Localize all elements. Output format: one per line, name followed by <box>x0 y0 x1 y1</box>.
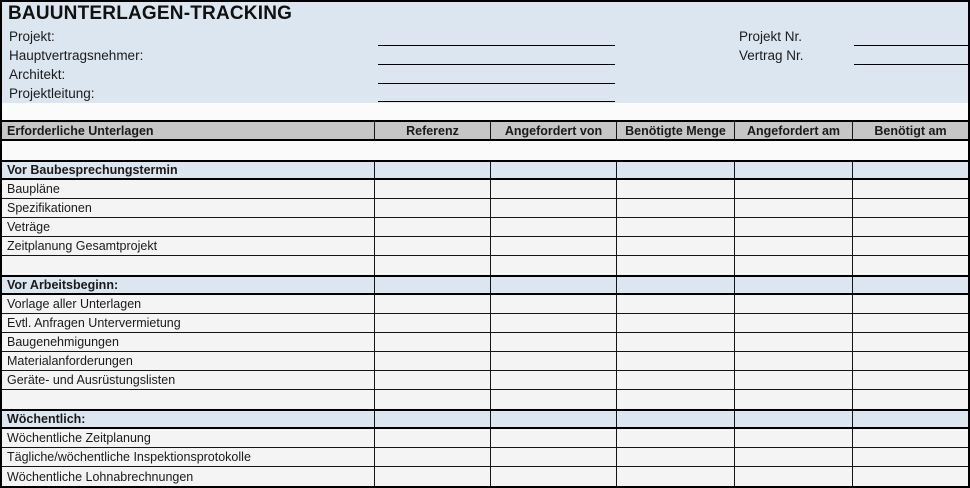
row-label: Spezifikationen <box>2 199 375 217</box>
cell[interactable] <box>853 256 968 275</box>
column-header-benoetigt-am: Benötigt am <box>874 123 947 138</box>
cell[interactable] <box>853 162 968 178</box>
cell[interactable] <box>735 141 853 160</box>
table-row <box>2 371 968 390</box>
table-row <box>2 199 968 218</box>
cell[interactable] <box>375 448 491 466</box>
cell[interactable] <box>375 141 491 160</box>
cell[interactable] <box>735 277 853 293</box>
table-row <box>2 352 968 371</box>
cell[interactable] <box>491 199 617 217</box>
cell[interactable] <box>375 371 491 389</box>
row-label: Tägliche/wöchentliche Inspektionsprotokolle <box>2 448 375 466</box>
cell[interactable] <box>617 180 735 198</box>
cell[interactable] <box>617 467 735 486</box>
row-label: Wöchentliche Zeitplanung <box>2 429 375 447</box>
projektleitung-input[interactable] <box>378 85 615 102</box>
column-header-angefordert-am: Angefordert am <box>735 122 853 139</box>
cell[interactable] <box>853 314 968 332</box>
cell[interactable] <box>735 314 853 332</box>
row-label <box>2 256 375 275</box>
cell[interactable] <box>375 277 491 293</box>
cell[interactable] <box>853 333 968 351</box>
row-label <box>2 390 375 409</box>
cell[interactable] <box>617 390 735 409</box>
cell[interactable] <box>491 467 617 486</box>
row-label: Veträge <box>2 218 375 236</box>
cell[interactable] <box>617 141 735 160</box>
tracking-table <box>2 120 968 486</box>
architekt-input[interactable] <box>378 67 615 84</box>
section-title: Vor Arbeitsbeginn: <box>2 277 375 293</box>
row-label: Geräte- und Ausrüstungslisten <box>2 371 375 389</box>
cell[interactable] <box>491 218 617 236</box>
section-title: Wöchentlich: <box>2 411 375 427</box>
cell[interactable] <box>375 314 491 332</box>
cell[interactable] <box>375 295 491 313</box>
projekt-label: Projekt: <box>9 29 55 44</box>
cell[interactable] <box>617 199 735 217</box>
cell[interactable] <box>853 448 968 466</box>
cell[interactable] <box>491 237 617 255</box>
vertrag-nr-input[interactable] <box>854 48 970 65</box>
cell[interactable] <box>375 199 491 217</box>
cell[interactable] <box>853 352 968 370</box>
cell[interactable] <box>735 180 853 198</box>
cell[interactable] <box>491 256 617 275</box>
cell[interactable] <box>735 429 853 447</box>
table-row <box>2 429 968 448</box>
cell[interactable] <box>375 429 491 447</box>
cell[interactable] <box>735 256 853 275</box>
cell[interactable] <box>735 352 853 370</box>
cell[interactable] <box>375 256 491 275</box>
cell[interactable] <box>491 314 617 332</box>
cell[interactable] <box>735 411 853 427</box>
table-row <box>2 237 968 256</box>
cell[interactable] <box>853 467 968 486</box>
hauptvertragsnehmer-label: Hauptvertragsnehmer: <box>9 48 144 63</box>
cell[interactable] <box>617 352 735 370</box>
cell[interactable] <box>735 162 853 178</box>
cell[interactable] <box>375 162 491 178</box>
cell[interactable] <box>735 390 853 409</box>
cell[interactable] <box>491 295 617 313</box>
architekt-label: Architekt: <box>9 67 66 82</box>
projekt-nr-label: Projekt Nr. <box>739 29 803 44</box>
cell[interactable] <box>491 162 617 178</box>
cell[interactable] <box>735 333 853 351</box>
cell[interactable] <box>853 180 968 198</box>
cell[interactable] <box>375 333 491 351</box>
cell[interactable] <box>375 218 491 236</box>
column-header-angefordert-von: Angefordert von <box>491 122 617 139</box>
row-label: Vorlage aller Unterlagen <box>2 295 375 313</box>
cell[interactable] <box>853 237 968 255</box>
cell[interactable] <box>617 371 735 389</box>
hauptvertragsnehmer-input[interactable] <box>378 48 615 65</box>
column-header-benoetigte-menge: Benötigte Menge <box>617 122 735 139</box>
row-label: Zeitplanung Gesamtprojekt <box>2 237 375 255</box>
cell[interactable] <box>491 180 617 198</box>
table-row <box>2 218 968 237</box>
cell[interactable] <box>617 162 735 178</box>
cell[interactable] <box>617 295 735 313</box>
table-row <box>2 314 968 333</box>
projekt-nr-input[interactable] <box>854 29 970 46</box>
cell[interactable] <box>853 199 968 217</box>
column-header-referenz: Referenz <box>375 122 491 139</box>
cell[interactable] <box>853 411 968 427</box>
cell[interactable] <box>491 411 617 427</box>
row-label: Baupläne <box>2 180 375 198</box>
row-label: Baugenehmigungen <box>2 333 375 351</box>
spacer-band <box>2 103 968 120</box>
cell[interactable] <box>735 467 853 486</box>
row-label <box>2 141 375 160</box>
cell[interactable] <box>491 277 617 293</box>
cell[interactable] <box>735 448 853 466</box>
page-title: BAUUNTERLAGEN-TRACKING <box>8 3 293 24</box>
cell[interactable] <box>853 295 968 313</box>
table-row <box>2 448 968 467</box>
cell[interactable] <box>735 237 853 255</box>
form-header-band <box>2 2 968 103</box>
column-header-erforderliche-unterlagen: Erforderliche Unterlagen <box>2 122 375 139</box>
cell[interactable] <box>617 256 735 275</box>
section-title: Vor Baubesprechungstermin <box>2 162 375 178</box>
cell[interactable] <box>491 429 617 447</box>
cell[interactable] <box>853 390 968 409</box>
spacer-row <box>2 390 968 409</box>
cell[interactable] <box>491 141 617 160</box>
cell[interactable] <box>617 277 735 293</box>
spacer-row <box>2 256 968 275</box>
cell[interactable] <box>375 390 491 409</box>
projektleitung-label: Projektleitung: <box>9 86 95 101</box>
cell[interactable] <box>853 429 968 447</box>
cell[interactable] <box>735 218 853 236</box>
table-row <box>2 180 968 199</box>
cell[interactable] <box>491 352 617 370</box>
cell[interactable] <box>617 218 735 236</box>
cell[interactable] <box>617 237 735 255</box>
table-row <box>2 295 968 314</box>
table-row <box>2 467 968 486</box>
cell[interactable] <box>735 295 853 313</box>
cell[interactable] <box>375 352 491 370</box>
section-header-row <box>2 409 968 429</box>
cell[interactable] <box>853 371 968 389</box>
cell[interactable] <box>491 333 617 351</box>
section-header-row <box>2 160 968 180</box>
cell[interactable] <box>617 333 735 351</box>
cell[interactable] <box>375 411 491 427</box>
cell[interactable] <box>735 371 853 389</box>
cell[interactable] <box>375 180 491 198</box>
cell[interactable] <box>853 141 968 160</box>
table-row <box>2 333 968 352</box>
cell[interactable] <box>491 448 617 466</box>
cell[interactable] <box>491 390 617 409</box>
cell[interactable] <box>853 218 968 236</box>
vertrag-nr-label: Vertrag Nr. <box>739 48 804 63</box>
row-label: Materialanforderungen <box>2 352 375 370</box>
cell[interactable] <box>617 448 735 466</box>
cell[interactable] <box>617 411 735 427</box>
row-label: Wöchentliche Lohnabrechnungen <box>2 467 375 486</box>
cell[interactable] <box>375 467 491 486</box>
projekt-input[interactable] <box>378 29 615 46</box>
cell[interactable] <box>617 314 735 332</box>
section-header-row <box>2 275 968 295</box>
cell[interactable] <box>853 277 968 293</box>
cell[interactable] <box>491 371 617 389</box>
spacer-row <box>2 141 968 160</box>
row-label: Evtl. Anfragen Untervermietung <box>2 314 375 332</box>
cell[interactable] <box>735 199 853 217</box>
cell[interactable] <box>375 237 491 255</box>
table-header-row <box>2 120 968 141</box>
cell[interactable] <box>617 429 735 447</box>
